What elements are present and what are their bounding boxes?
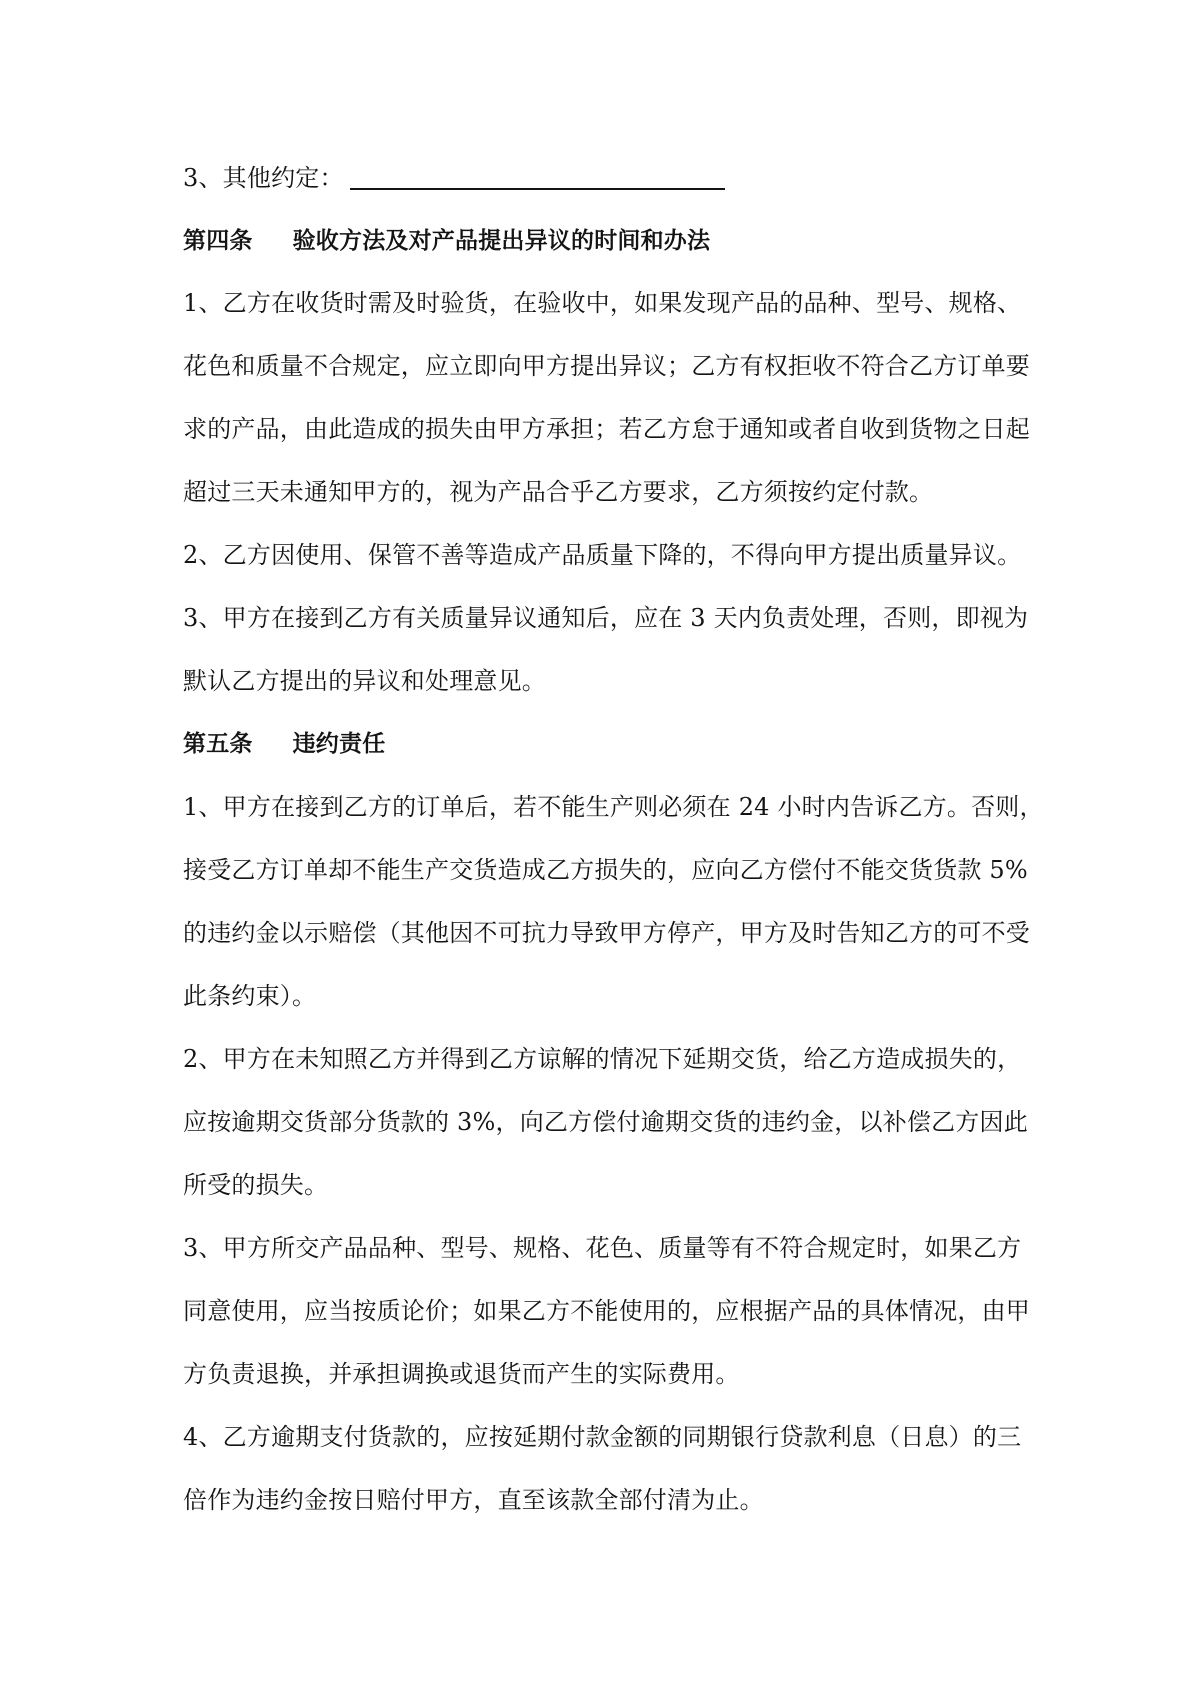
article-4-line-1: 1、乙方在收货时需及时验货，在验收中，如果发现产品的品种、型号、规格、 — [183, 289, 1022, 317]
article-4-number: 第四条 — [183, 228, 253, 254]
article-5-line-7: 所受的损失。 — [183, 1171, 329, 1199]
article-5-line-11: 4、乙方逾期支付货款的，应按延期付款金额的同期银行贷款利息（日息）的三 — [183, 1423, 1022, 1451]
article-4-line-6: 3、甲方在接到乙方有关质量异议通知后，应在 3 天内负责处理，否则，即视为 — [183, 604, 1029, 632]
article-4-line-7: 默认乙方提出的异议和处理意见。 — [183, 667, 546, 695]
article-4-line-2: 花色和质量不合规定，应立即向甲方提出异议；乙方有权拒收不符合乙方订单要 — [183, 352, 1030, 380]
article-4-heading — [183, 221, 710, 261]
article-5-line-1: 1、甲方在接到乙方的订单后，若不能生产则必须在 24 小时内告诉乙方。否则， — [183, 793, 1044, 821]
article-5-number: 第五条 — [183, 731, 253, 757]
article-5-line-4: 此条约束）。 — [183, 982, 317, 1010]
article-5-line-2: 接受乙方订单却不能生产交货造成乙方损失的，应向乙方偿付不能交货货款 5% — [183, 856, 1028, 884]
article-4-line-3: 求的产品，由此造成的损失由甲方承担；若乙方怠于通知或者自收到货物之日起 — [183, 415, 1030, 443]
article-5-line-5: 2、甲方在未知照乙方并得到乙方谅解的情况下延期交货，给乙方造成损失的， — [183, 1045, 1022, 1073]
article-5-line-10: 方负责退换，并承担调换或退货而产生的实际费用。 — [183, 1360, 740, 1388]
article-5-line-6: 应按逾期交货部分货款的 3%，向乙方偿付逾期交货的违约金，以补偿乙方因此 — [183, 1108, 1028, 1136]
article-5-heading — [183, 724, 385, 764]
article-5-line-12: 倍作为违约金按日赔付甲方，直至该款全部付清为止。 — [183, 1486, 764, 1514]
article-5-line-3: 的违约金以示赔偿（其他因不可抗力导致甲方停产，甲方及时告知乙方的可不受 — [183, 919, 1030, 947]
article-4-line-4: 超过三天未通知甲方的，视为产品合乎乙方要求，乙方须按约定付款。 — [183, 478, 934, 506]
other-agreement-label: 3、其他约定： — [183, 164, 344, 192]
article-5-line-9: 同意使用，应当按质论价；如果乙方不能使用的，应根据产品的具体情况，由甲 — [183, 1297, 1030, 1325]
article-4-title: 验收方法及对产品提出异议的时间和办法 — [292, 228, 711, 254]
article-5-line-8: 3、甲方所交产品品种、型号、规格、花色、质量等有不符合规定时，如果乙方 — [183, 1234, 1022, 1262]
article-4-line-5: 2、乙方因使用、保管不善等造成产品质量下降的，不得向甲方提出质量异议。 — [183, 541, 1022, 569]
other-agreement-line — [183, 158, 725, 198]
article-5-title: 违约责任 — [292, 731, 386, 757]
fill-in-blank — [350, 164, 725, 190]
